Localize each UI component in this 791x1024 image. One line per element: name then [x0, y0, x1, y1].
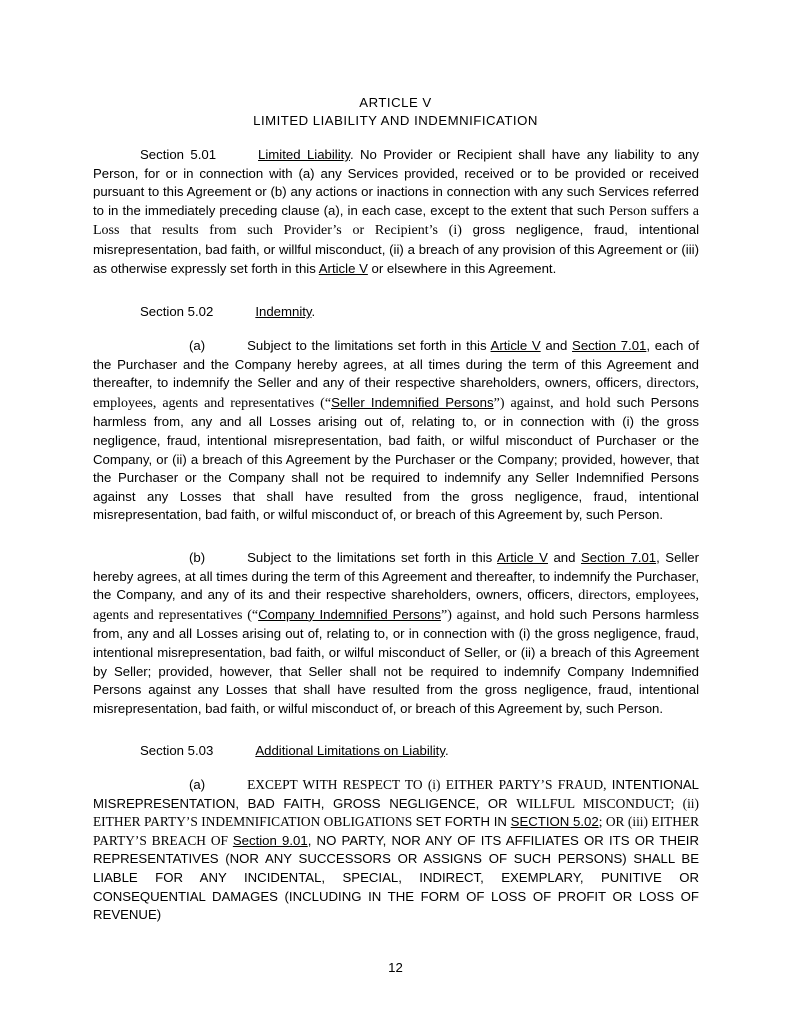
article-subtitle: LIMITED LIABILITY AND INDEMNIFICATION: [253, 113, 538, 128]
cross-reference: Article V: [497, 550, 548, 565]
cross-reference: Section 7.01: [572, 338, 647, 353]
clause-text: and: [547, 550, 581, 565]
section-text: . No Provider or Recipient shall have any liability to any Person, for or in connection with (a) any Services provided, received or to be provided or received pursuant to this Agreement or (b) any actions or inactions in connection with any such Services referred to in the immediately preceding clause (a), in each case, except to the extent that such: [93, 147, 699, 218]
clause-text: , each of the Purchaser and the Company hereby agrees, at all times during the term of this Agreement and thereafter, to indemnify the Seller and any of their respective shareholders, owners, officers,: [93, 338, 700, 391]
article-title: ARTICLE V: [359, 95, 432, 110]
cross-reference: Article V: [318, 260, 368, 276]
clause-text: , NO PARTY, NOR ANY OF ITS AFFILIATES OR ITS OR THEIR REPRESENTATIVES (NOR ANY SUCCESSORS OR ASSIGNS OF SUCH PERSONS) SHALL BE LIABLE FOR ANY INCIDENTAL, SPECIAL, INDIRECT, EXEMPLARY, PUNITIVE OR CONSEQUENTIAL DAMAGES (INCLUDING IN THE FORM OF LOSS OF PROFIT OR LOSS OF REVENUE): [93, 832, 699, 923]
clause-label: (b): [189, 550, 206, 565]
clause-text-serif: ; OR (iii) EITHER PARTY’S BREACH OF: [93, 814, 699, 848]
cross-reference: SECTION 5.02: [510, 814, 599, 830]
section-number: Section 5.01: [140, 147, 217, 162]
page-number: 12: [388, 960, 403, 975]
section-heading: Indemnity: [255, 304, 312, 319]
section-5-02-b: [93, 549, 699, 718]
clause-text: INTENTIONAL MISREPRESENTATION, BAD FAITH, GROSS NEGLIGENCE, OR: [93, 777, 699, 811]
section-text: or elsewhere in this Agreement.: [367, 260, 557, 276]
clause-text-serif: EXCEPT WITH RESPECT TO (i) EITHER PARTY’S FRAUD,: [247, 777, 612, 792]
section-number: Section 5.02: [140, 304, 214, 319]
section-5-01: [93, 146, 699, 278]
clause-text-serif: directors, employees, agents and representatives (“: [93, 376, 699, 411]
clause-label: (a): [189, 338, 206, 353]
clause-text: hold such Persons harmless from, any and all Losses arising out of, relating to, or in connection with (i) the gross negligence, fraud, intentional misrepresentation, bad faith, or wilful misconduct of Seller, or (ii) a breach of this Agreement by Seller; provided, however, that Seller shall not be required to indemnify Company Indemnified Persons against any Losses that shall have resulted from the gross negligence, fraud, intentional misrepresentation, bad faith, or wilful misconduct of, or breach of this Agreement by, such Person.: [93, 606, 699, 716]
clause-text: Subject to the limitations set forth in this: [247, 338, 491, 353]
cross-reference: Section 7.01: [580, 550, 657, 565]
clause-label: (a): [189, 777, 206, 792]
section-text-serif: Person suffers a Loss that results from such Provider’s or Recipient’s (i): [93, 203, 699, 239]
section-5-03-a: [93, 776, 699, 925]
clause-text-serif: ”) against, and: [440, 607, 530, 623]
clause-text: Subject to the limitations set forth in this: [247, 550, 498, 565]
cross-reference: Article V: [490, 338, 541, 353]
section-number: Section 5.03: [140, 743, 214, 758]
section-5-03-header: Section 5.03 Additional Limitations on Liability.: [140, 743, 449, 758]
clause-text-serif: WILLFUL MISCONDUCT; (ii) EITHER PARTY’S INDEMNIFICATION OBLIGATIONS: [93, 795, 699, 830]
clause-text: and: [540, 338, 573, 353]
clause-text-serif: directors, employees, agents and representatives (“: [93, 588, 699, 623]
clause-text-serif: ”) against, and hold: [493, 395, 617, 411]
section-5-02-header: Section 5.02 Indemnity.: [140, 304, 316, 319]
section-heading: Limited Liability: [258, 147, 350, 162]
clause-text: SET FORTH IN: [415, 814, 511, 830]
cross-reference: Section 9.01: [232, 832, 308, 848]
clause-text: such Persons harmless from, any and all Losses arising out of, relating to, or in connection with (i) the gross negligence, fraud, intentional misrepresentation, bad faith, or wilful misconduct of Purchaser or the Company, or (ii) a breach of this Agreement by the Purchaser or the Company; provided, however, that the Purchaser or the Company shall not be required to indemnify any Seller Indemnified Persons against any Losses that shall have resulted from the gross negligence, fraud, intentional misrepresentation, bad faith, or wilful misconduct of, or breach of this Agreement by, such Person.: [93, 394, 699, 523]
clause-text: , Seller hereby agrees, at all times during the term of this Agreement and thereafter, to indemnify the Purchaser, the Company, and any of its and their respective shareholders, owners, officers,: [93, 550, 700, 603]
section-heading: Additional Limitations on Liability: [255, 743, 445, 758]
defined-term: Company Indemnified Persons: [258, 606, 441, 622]
section-5-02-a: [93, 337, 699, 525]
defined-term: Seller Indemnified Persons: [331, 394, 494, 410]
section-text: gross negligence, fraud, intentional misrepresentation, bad faith, or willful misconduct, (ii) a breach of any provision of this Agreement or (iii) as otherwise expressly set forth in this: [93, 222, 699, 276]
